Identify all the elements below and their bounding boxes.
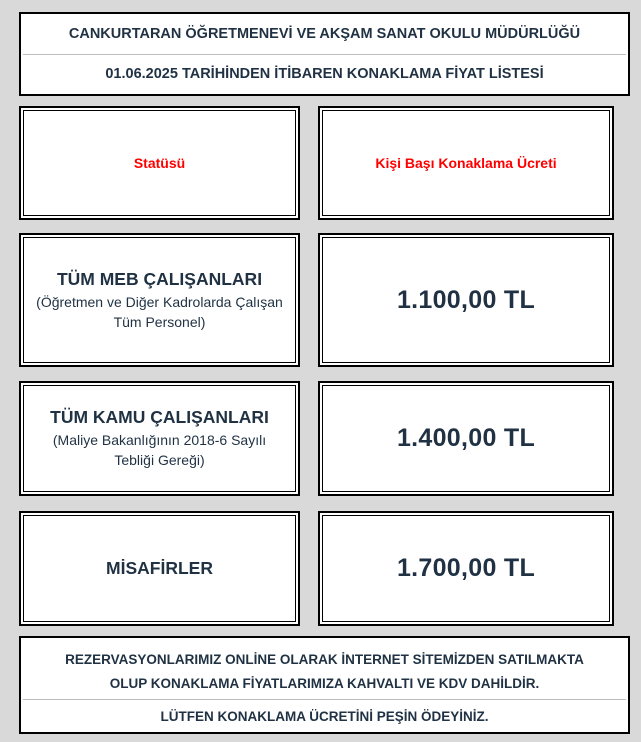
cell-inner-border xyxy=(23,385,296,492)
status-note-line: (Öğretmen ve Diğer Kadrolarda Çalışan xyxy=(36,293,283,310)
price-cell-meb xyxy=(318,233,614,367)
status-name: TÜM KAMU ÇALIŞANLARI xyxy=(50,407,269,427)
reservation-notice-line: OLUP KONAKLAMA FİYATLARIMIZA KAHVALTI VE KDV DAHİLDİR. xyxy=(109,676,540,691)
cell-inner-border xyxy=(23,515,296,622)
cell-inner-border xyxy=(23,110,296,216)
price-cell-misafir xyxy=(318,511,614,626)
status-column-header xyxy=(19,106,300,220)
payment-note: LÜTFEN KONAKLAMA ÜCRETİNİ PEŞİN ÖDEYİNİZ. xyxy=(160,709,489,724)
status-cell-meb xyxy=(19,233,300,367)
cell-inner-border xyxy=(322,110,610,216)
cell-inner-border xyxy=(322,385,610,492)
status-note-line: Tüm Personel) xyxy=(113,313,206,330)
institution-title: CANKURTARAN ÖĞRETMENEVİ VE AKŞAM SANAT OKULU MÜDÜRLÜĞÜ xyxy=(68,26,581,42)
price-value: 1.400,00 TL xyxy=(396,424,536,452)
status-cell-misafir xyxy=(19,511,300,626)
cell-inner-border xyxy=(322,515,610,622)
status-note-line: (Maliye Bakanlığının 2018-6 Sayılı xyxy=(52,432,267,448)
footer-divider xyxy=(23,699,626,700)
cell-inner-border xyxy=(322,237,610,363)
price-column-header xyxy=(318,106,614,220)
status-column-label: Statüsü xyxy=(133,155,186,171)
price-list-subtitle: 01.06.2025 TARİHİNDEN İTİBAREN KONAKLAMA FİYAT LİSTESİ xyxy=(105,66,544,82)
status-note-line: Tebliği Gereği) xyxy=(114,452,205,468)
status-name: TÜM MEB ÇALIŞANLARI xyxy=(56,268,263,289)
price-value: 1.700,00 TL xyxy=(396,554,536,582)
price-list-footer xyxy=(19,636,630,734)
price-value: 1.100,00 TL xyxy=(396,285,536,314)
header-divider xyxy=(23,54,626,55)
price-column-label: Kişi Başı Konaklama Ücreti xyxy=(375,155,557,171)
reservation-notice-line: REZERVASYONLARIMIZ ONLİNE OLARAK İNTERNET SİTEMİZDEN SATILMAKTA xyxy=(65,652,584,667)
price-cell-kamu xyxy=(318,381,614,496)
reservation-notice xyxy=(31,648,618,696)
status-name: MİSAFİRLER xyxy=(106,558,213,578)
price-list-header xyxy=(19,12,630,96)
cell-inner-border xyxy=(23,237,296,363)
status-cell-kamu xyxy=(19,381,300,496)
